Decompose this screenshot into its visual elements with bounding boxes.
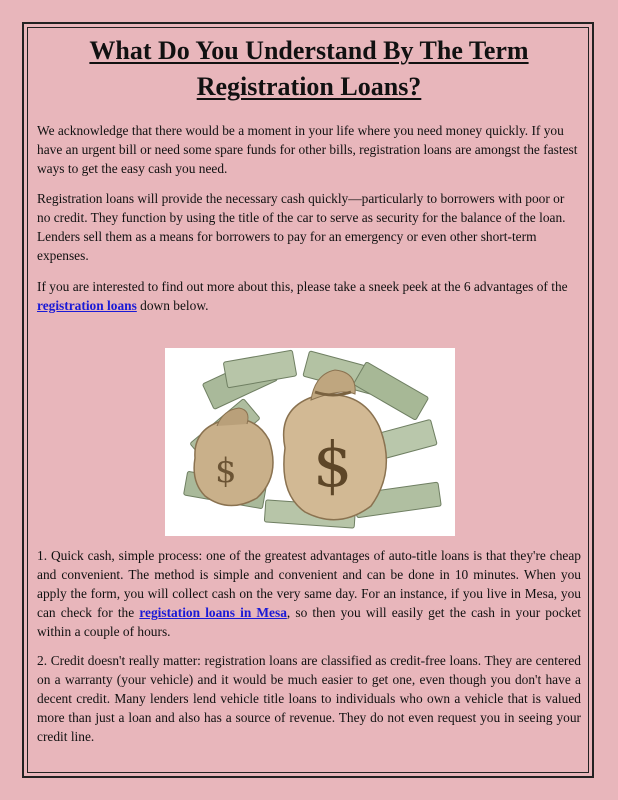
article-title — [37, 33, 581, 105]
advantages-intro-text: If you are interested to find out more about this, please take a sneek peek at the 6 advantages of the — [37, 279, 568, 294]
advantages-intro-tail: down below. — [136, 298, 209, 313]
title-line-2: Registration Loans? — [196, 72, 422, 101]
money-bags-illustration — [165, 348, 455, 536]
advantage-1-text: 1. Quick cash, simple process: one of the greatest advantages of auto-title loans is that they're cheap and convenient. The method is simple and convenient and can be done in 10 minutes. When you apply the form, you will collect cash on the very same day. For an instance, if you live in Mesa, you can check for the — [37, 548, 581, 620]
registration-loans-link[interactable]: registration loans — [37, 298, 137, 313]
right-bag-symbol: $ — [313, 428, 353, 501]
advantage-2-paragraph: 2. Credit doesn't really matter: registration loans are classified as credit-free loans. They are centered on a warranty (your vehicle) and it would be much easier to get one, even though you don't have a decent credit. Many lenders lend vehicle title loans to individuals who own a vehicle that is valued more than just a loan and also has a source of revenue. They do not even request you in seeing your credit line. — [37, 653, 581, 744]
article-upper — [37, 33, 581, 315]
advantage-1-tail: , so then you will easily get the cash in your pocket within a couple of hours. — [37, 605, 581, 639]
title-line-1: What Do You Understand By The Term — [89, 36, 529, 65]
money-bags-image — [165, 348, 455, 536]
registration-loans-mesa-link[interactable]: registation loans in Mesa — [139, 605, 287, 620]
advantages-intro-paragraph — [37, 277, 581, 315]
intro-paragraph: We acknowledge that there would be a moment in your life where you need money quickly. If you have an urgent bill or need some spare funds for other bills, registration loans are amongst the fastest ways to get the easy cash you need. — [37, 123, 578, 176]
explanation-paragraph: Registration loans will provide the necessary cash quickly—particularly to borrowers with poor or no credit. They function by using the title of the car to serve as security for the balance of the loan. Lenders sell them as a means for borrowers to pay for an emergency or even other short-term expenses. — [37, 191, 566, 263]
money-bag-left — [194, 408, 273, 506]
left-bag-symbol: $ — [215, 451, 237, 491]
article-lower — [37, 546, 581, 746]
advantage-1-paragraph — [37, 546, 581, 641]
